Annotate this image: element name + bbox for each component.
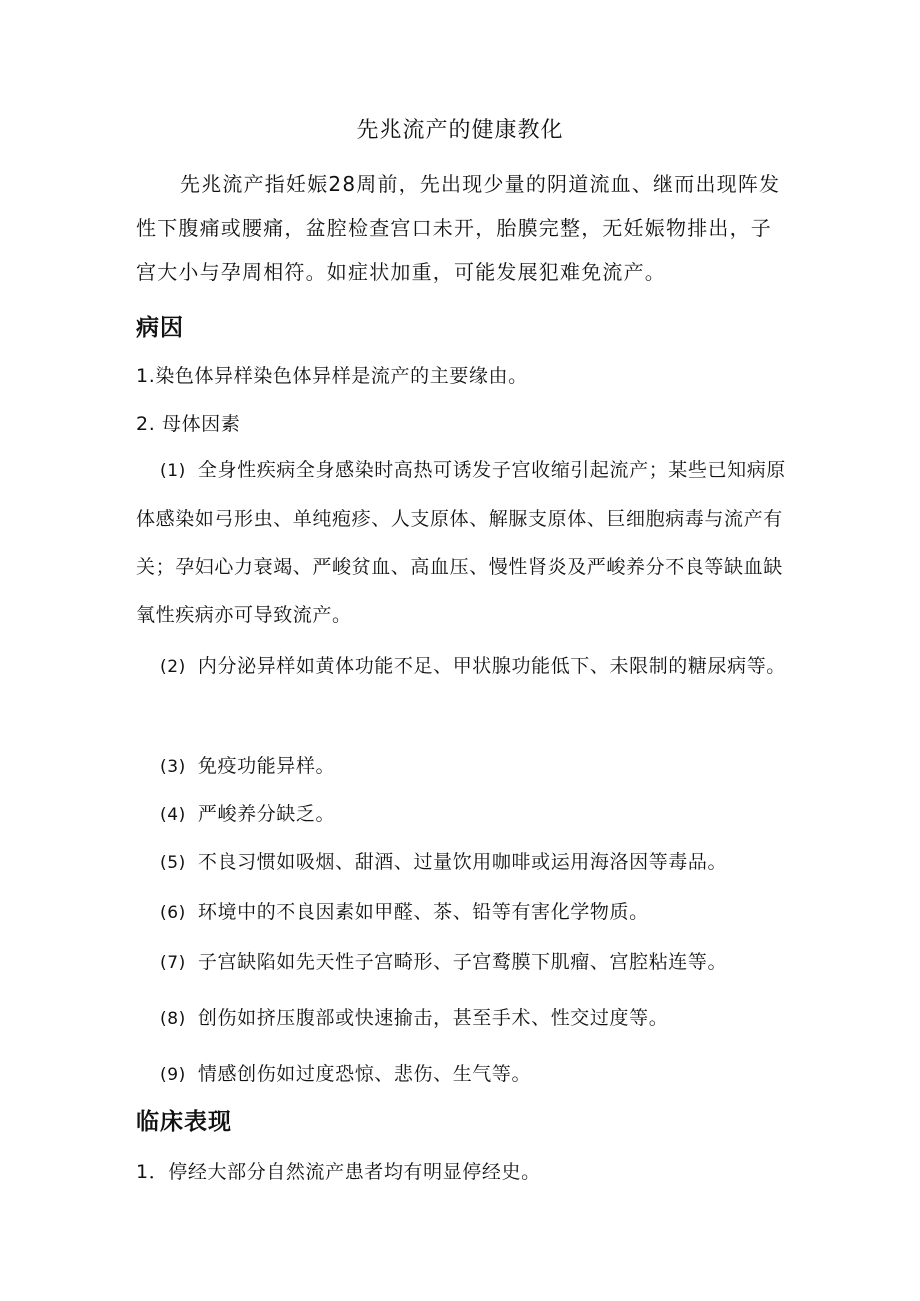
subitem-text: 子宫缺陷如先天性子宫畸形、子宫鹜膜下肌瘤、宫腔粘连等。: [197, 951, 728, 973]
subitem-text: 环境中的不良因素如甲醛、茶、铅等有害化学物质。: [197, 901, 649, 923]
subitem-number: (2): [160, 657, 186, 677]
subitem-text: 情感创伤如过度恐惊、悲伤、生气等。: [197, 1063, 532, 1085]
subitem-3: [160, 750, 335, 783]
subitem-2: [136, 642, 786, 691]
subitem-number: (4): [160, 805, 186, 825]
subitem-number: (9): [160, 1065, 186, 1085]
subitem-text: 严峻养分缺乏。: [197, 803, 336, 825]
subitem-text: 内分泌异样如黄体功能不足、甲状腺功能低下、未限制的糖尿病等。: [197, 655, 786, 677]
subitem-text: 创伤如挤压腹部或快速揄击，甚至手术、性交过度等。: [197, 1007, 669, 1029]
subitem-number: (3): [160, 757, 186, 777]
section-heading-clinical: 临床表现: [136, 1109, 232, 1135]
subitem-1: [136, 446, 786, 639]
cause-item-1: 1.染色体异样染色体异样是流产的主要缘由。: [136, 365, 528, 387]
subitem-4: [160, 798, 335, 831]
cause-item-2: 2. 母体因素: [136, 413, 241, 435]
clinical-item-1: 1．停经大部分自然流产患者均有明显停经史。: [136, 1161, 541, 1183]
subitem-text: 不良习惯如吸烟、甜酒、过量饮用咖啡或运用海洛因等毒品。: [197, 851, 728, 873]
subitem-number: (1): [160, 461, 186, 481]
subitem-5: [160, 846, 727, 879]
subitem-number: (6): [160, 903, 186, 923]
intro-paragraph: 先兆流产指妊娠28周前，先出现少量的阴道流血、继而出现阵发性下腹痛或腰痛，盆腔检查宫口未开，胎膜完整，无妊娠物排出，子宫大小与孕周相符。如症状加重，可能发展犯难免流产。: [136, 172, 781, 284]
subitem-7: [160, 946, 727, 979]
subitem-text: 全身性疾病全身感染时高热可诱发子宫收缩引起流产；某些已知病原体感染如弓形虫、单纯疱疹、人支原体、解脲支原体、巨细胞病毒与流产有关；孕妇心力衰竭、严峻贫血、高血压、慢性肾炎及严峻养分不良等缺血缺氧性疾病亦可导致流产。: [136, 459, 786, 626]
subitem-8: [160, 1002, 668, 1035]
subitem-6: [160, 896, 649, 929]
document-title: 先兆流产的健康教化: [356, 118, 564, 143]
subitem-9: [160, 1058, 531, 1091]
subitem-number: (7): [160, 953, 186, 973]
subitem-number: (8): [160, 1009, 186, 1029]
subitem-text: 免疫功能异样。: [197, 755, 336, 777]
subitem-number: (5): [160, 853, 186, 873]
section-heading-cause: 病因: [136, 315, 184, 341]
